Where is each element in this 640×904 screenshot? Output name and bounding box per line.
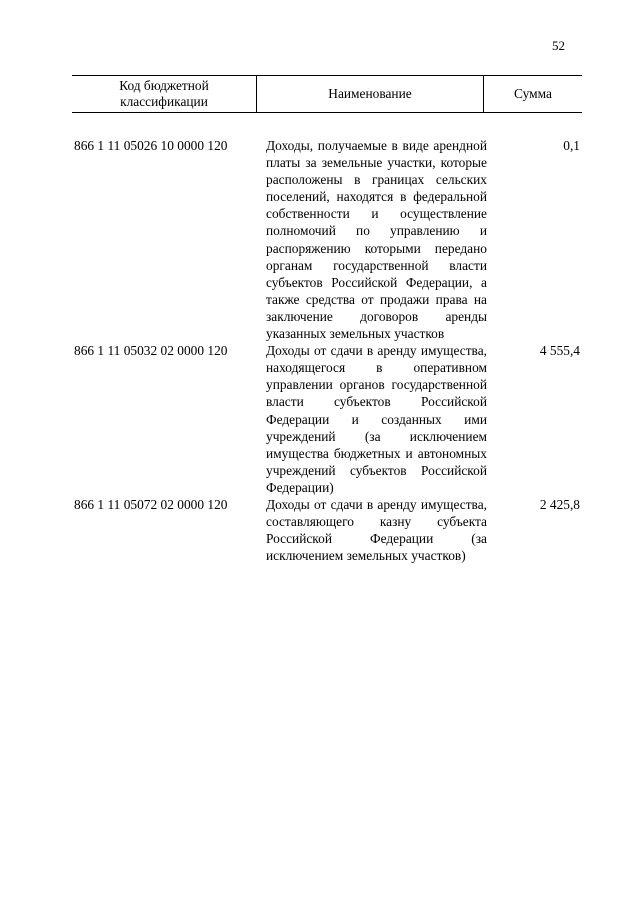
header-code: Код бюджетной классификации — [72, 76, 257, 113]
row-name: Доходы, получаемые в виде арендной платы за земельные участки, которые расположены в границах сельских поселений, находятся в федеральной собственности и осуществление полномочий по управлению и распоряжению которыми передано органам государственной власти субъектов Российской Федерации, а также средства от продажи права на заключение договоров аренды указанных земельных участков — [266, 138, 487, 342]
row-name: Доходы от сдачи в аренду имущества, находящегося в оперативном управлении органов государственной власти субъектов Российской Федерации и созданных ими учреждений (за исключением имущества бюджетных и автономных учреждений субъектов Российской Федерации) — [266, 343, 487, 495]
row-amount: 0,1 — [563, 138, 580, 153]
row-code: 866 1 11 05026 10 0000 120 — [74, 138, 228, 153]
row-amount: 2 425,8 — [539, 496, 580, 512]
header-name: Наименование — [257, 76, 484, 113]
table-row — [74, 342, 580, 496]
table-row — [74, 137, 580, 342]
row-code: 866 1 11 05072 02 0000 120 — [74, 496, 228, 512]
table-body — [74, 137, 580, 564]
row-amount: 4 555,4 — [539, 343, 580, 359]
row-code: 866 1 11 05032 02 0000 120 — [74, 343, 228, 359]
page-number: 52 — [552, 38, 565, 53]
table-header — [72, 75, 582, 113]
header-amount: Сумма — [484, 76, 583, 113]
table-row — [74, 496, 580, 564]
row-name: Доходы от сдачи в аренду имущества, составляющего казну субъекта Российской Федерации (за исключением земельных участков) — [266, 496, 487, 564]
